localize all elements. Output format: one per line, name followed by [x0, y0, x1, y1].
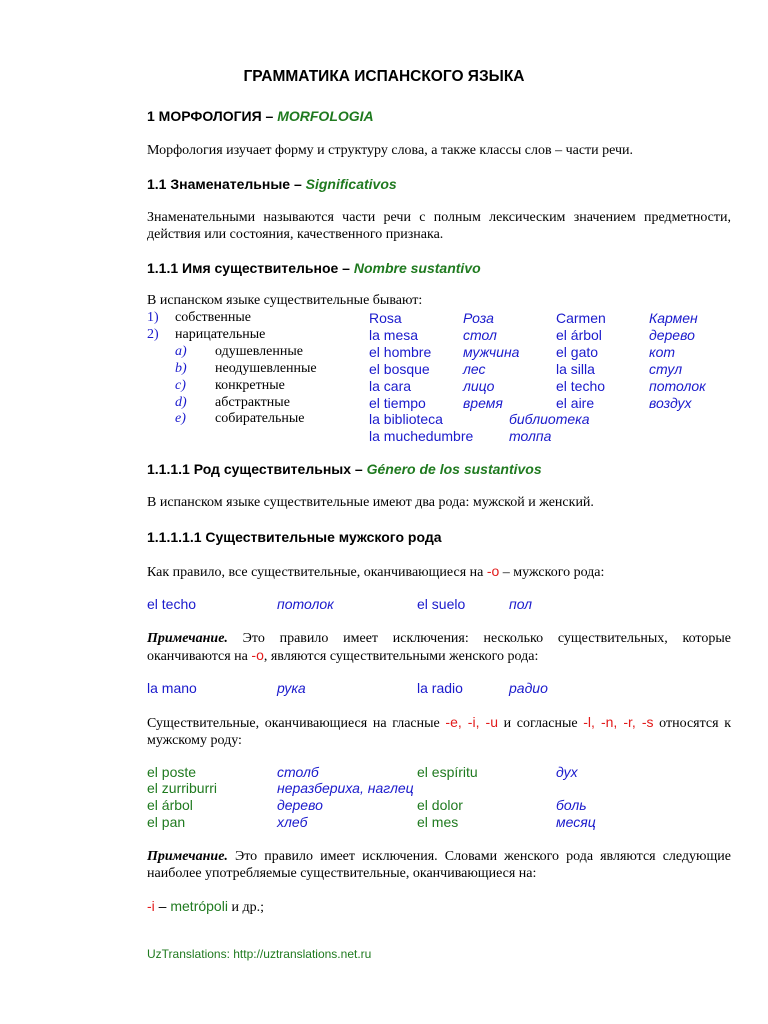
- heading-ru: 1.1 Знаменательные –: [147, 176, 306, 192]
- rule-text: – мужского рода:: [499, 565, 605, 580]
- section-heading-1-1-1-1-1: 1.1.1.1.1 Существительные мужского рода: [147, 529, 442, 545]
- section-heading-1: [147, 108, 374, 124]
- list-number: e): [175, 411, 186, 426]
- heading-es: Nombre sustantivo: [353, 260, 481, 276]
- example-es: el techo: [147, 596, 197, 612]
- example-es: el árbol: [147, 797, 193, 813]
- section-heading-1-1-1: [147, 260, 481, 276]
- example-es: la muchedumbre: [369, 428, 474, 444]
- dash: –: [154, 898, 171, 914]
- section-heading-1-1: [147, 176, 397, 192]
- list-number: d): [175, 395, 187, 410]
- example-es: el techo: [556, 378, 606, 394]
- list-label: собирательные: [215, 411, 305, 426]
- list-label: собственные: [175, 310, 252, 325]
- paragraph-rule-o: [147, 563, 604, 581]
- list-number: 2): [147, 327, 159, 342]
- example-ru: стул: [649, 361, 683, 377]
- heading-es: Significativos: [305, 176, 397, 192]
- example-es: Rosa: [369, 310, 402, 326]
- example-ru: боль: [556, 797, 587, 813]
- example-es: el pan: [147, 814, 186, 830]
- example-ru: лицо: [463, 378, 495, 394]
- paragraph-noun-intro: В испанском языке существительные бывают:: [147, 293, 423, 308]
- paragraph-significativos: Знаменательными называются части речи с полным лексическим значением предметности, действия или состояния, качественного признака.: [147, 210, 731, 242]
- example-ru: время: [463, 395, 503, 411]
- example-ru: хлеб: [277, 814, 308, 830]
- rule-text: Существительные, оканчивающиеся на гласные: [147, 716, 446, 731]
- example-es: el bosque: [369, 361, 430, 377]
- list-label: одушевленные: [215, 344, 303, 359]
- list-number: b): [175, 361, 187, 376]
- example-es: la silla: [556, 361, 595, 377]
- paragraph-gender: В испанском языке существительные имеют два рода: мужской и женский.: [147, 495, 594, 510]
- example-ru: дух: [556, 764, 578, 780]
- example-es: el hombre: [369, 344, 432, 360]
- heading-ru: 1.1.1 Имя существительное –: [147, 260, 354, 276]
- ending: -o: [251, 647, 264, 663]
- note-text: Это правило имеет исключения: несколько существительных, которые оканчиваются на: [147, 631, 731, 664]
- paragraph-morphology: Морфология изучает форму и структуру слова, а также классы слов – части речи.: [147, 143, 634, 158]
- example-ru: рука: [277, 680, 306, 696]
- example-ru: Кармен: [649, 310, 698, 326]
- heading-es: MORFOLOGIA: [277, 108, 374, 124]
- list-label: нарицательные: [175, 327, 266, 342]
- rule-text: относятся к мужскому роду:: [147, 716, 732, 748]
- rule-text: Как правило, все существительные, оканчивающиеся на: [147, 565, 487, 580]
- example-ru: кот: [649, 344, 676, 360]
- list-number: c): [175, 378, 186, 393]
- example-ru: столб: [277, 764, 319, 780]
- example-es: la radio: [417, 680, 463, 696]
- note-exceptions-o: [147, 630, 731, 665]
- rule-text: и согласные: [497, 716, 584, 731]
- example-ru: воздух: [649, 395, 692, 411]
- example-word: metrópoli: [170, 898, 228, 914]
- ending: -o: [486, 563, 500, 579]
- note-label: Примечание.: [147, 849, 228, 864]
- example-es: la biblioteca: [369, 411, 443, 427]
- note-exceptions-feminine: [147, 848, 731, 882]
- example-ru: месяц: [556, 814, 596, 830]
- note-text: Это правило имеет исключения. Словами женского рода являются следующие наиболее употребляемые существительные, оканчивающиеся на:: [147, 849, 731, 881]
- footer-link[interactable]: UzTranslations: http://uztranslations.net.ru: [147, 947, 372, 961]
- example-es: el espíritu: [417, 764, 478, 780]
- list-label: неодушевленные: [215, 361, 317, 376]
- heading-ru: 1 МОРФОЛОГИЯ –: [147, 108, 278, 124]
- page-title: ГРАММАТИКА ИСПАНСКОГО ЯЗЫКА: [243, 68, 525, 85]
- example-ru: мужчина: [463, 344, 520, 360]
- example-es: el gato: [556, 344, 599, 360]
- example-es: la cara: [369, 378, 412, 394]
- example-ru: дерево: [277, 797, 323, 813]
- list-label: конкретные: [215, 378, 285, 393]
- heading-ru: 1.1.1.1 Род существительных –: [147, 461, 367, 477]
- example-ru: дерево: [649, 327, 695, 343]
- paragraph-rule-vowels: [147, 714, 731, 749]
- section-heading-1-1-1-1: [147, 461, 542, 477]
- example-es: el árbol: [556, 327, 602, 343]
- example-es: el mes: [417, 814, 459, 830]
- example-es: el aire: [556, 395, 595, 411]
- note-label: Примечание.: [147, 631, 228, 646]
- note-text: , являются существительными женского рода:: [263, 649, 539, 664]
- example-es: la mesa: [369, 327, 419, 343]
- trailing-text: и др.;: [227, 900, 264, 915]
- example-es: el tiempo: [369, 395, 426, 411]
- example-es: el zurriburri: [147, 780, 218, 796]
- example-ru: стол: [463, 327, 497, 343]
- example-es: el poste: [147, 764, 197, 780]
- example-es: el dolor: [417, 797, 463, 813]
- list-number: 1): [147, 310, 159, 325]
- example-ru: библиотека: [509, 411, 590, 427]
- heading-es: Género de los sustantivos: [366, 461, 542, 477]
- example-ru: Роза: [463, 310, 494, 326]
- example-es: el suelo: [417, 596, 466, 612]
- ending: -i: [147, 898, 155, 914]
- ending-example-line: [147, 898, 264, 916]
- example-ru: пол: [509, 596, 533, 612]
- example-ru: лес: [463, 361, 486, 377]
- example-ru: неразбериха, наглец: [277, 780, 414, 796]
- consonant-endings: -l, -n, -r, -s: [583, 714, 654, 730]
- list-label: абстрактные: [215, 395, 290, 410]
- example-ru: радио: [509, 680, 548, 696]
- example-ru: потолок: [277, 596, 334, 612]
- vowel-endings: -e, -i, -u: [445, 714, 498, 730]
- example-ru: потолок: [649, 378, 706, 394]
- list-number: a): [175, 344, 187, 359]
- example-ru: толпа: [509, 428, 552, 444]
- example-es: Carmen: [556, 310, 606, 326]
- example-es: la mano: [147, 680, 197, 696]
